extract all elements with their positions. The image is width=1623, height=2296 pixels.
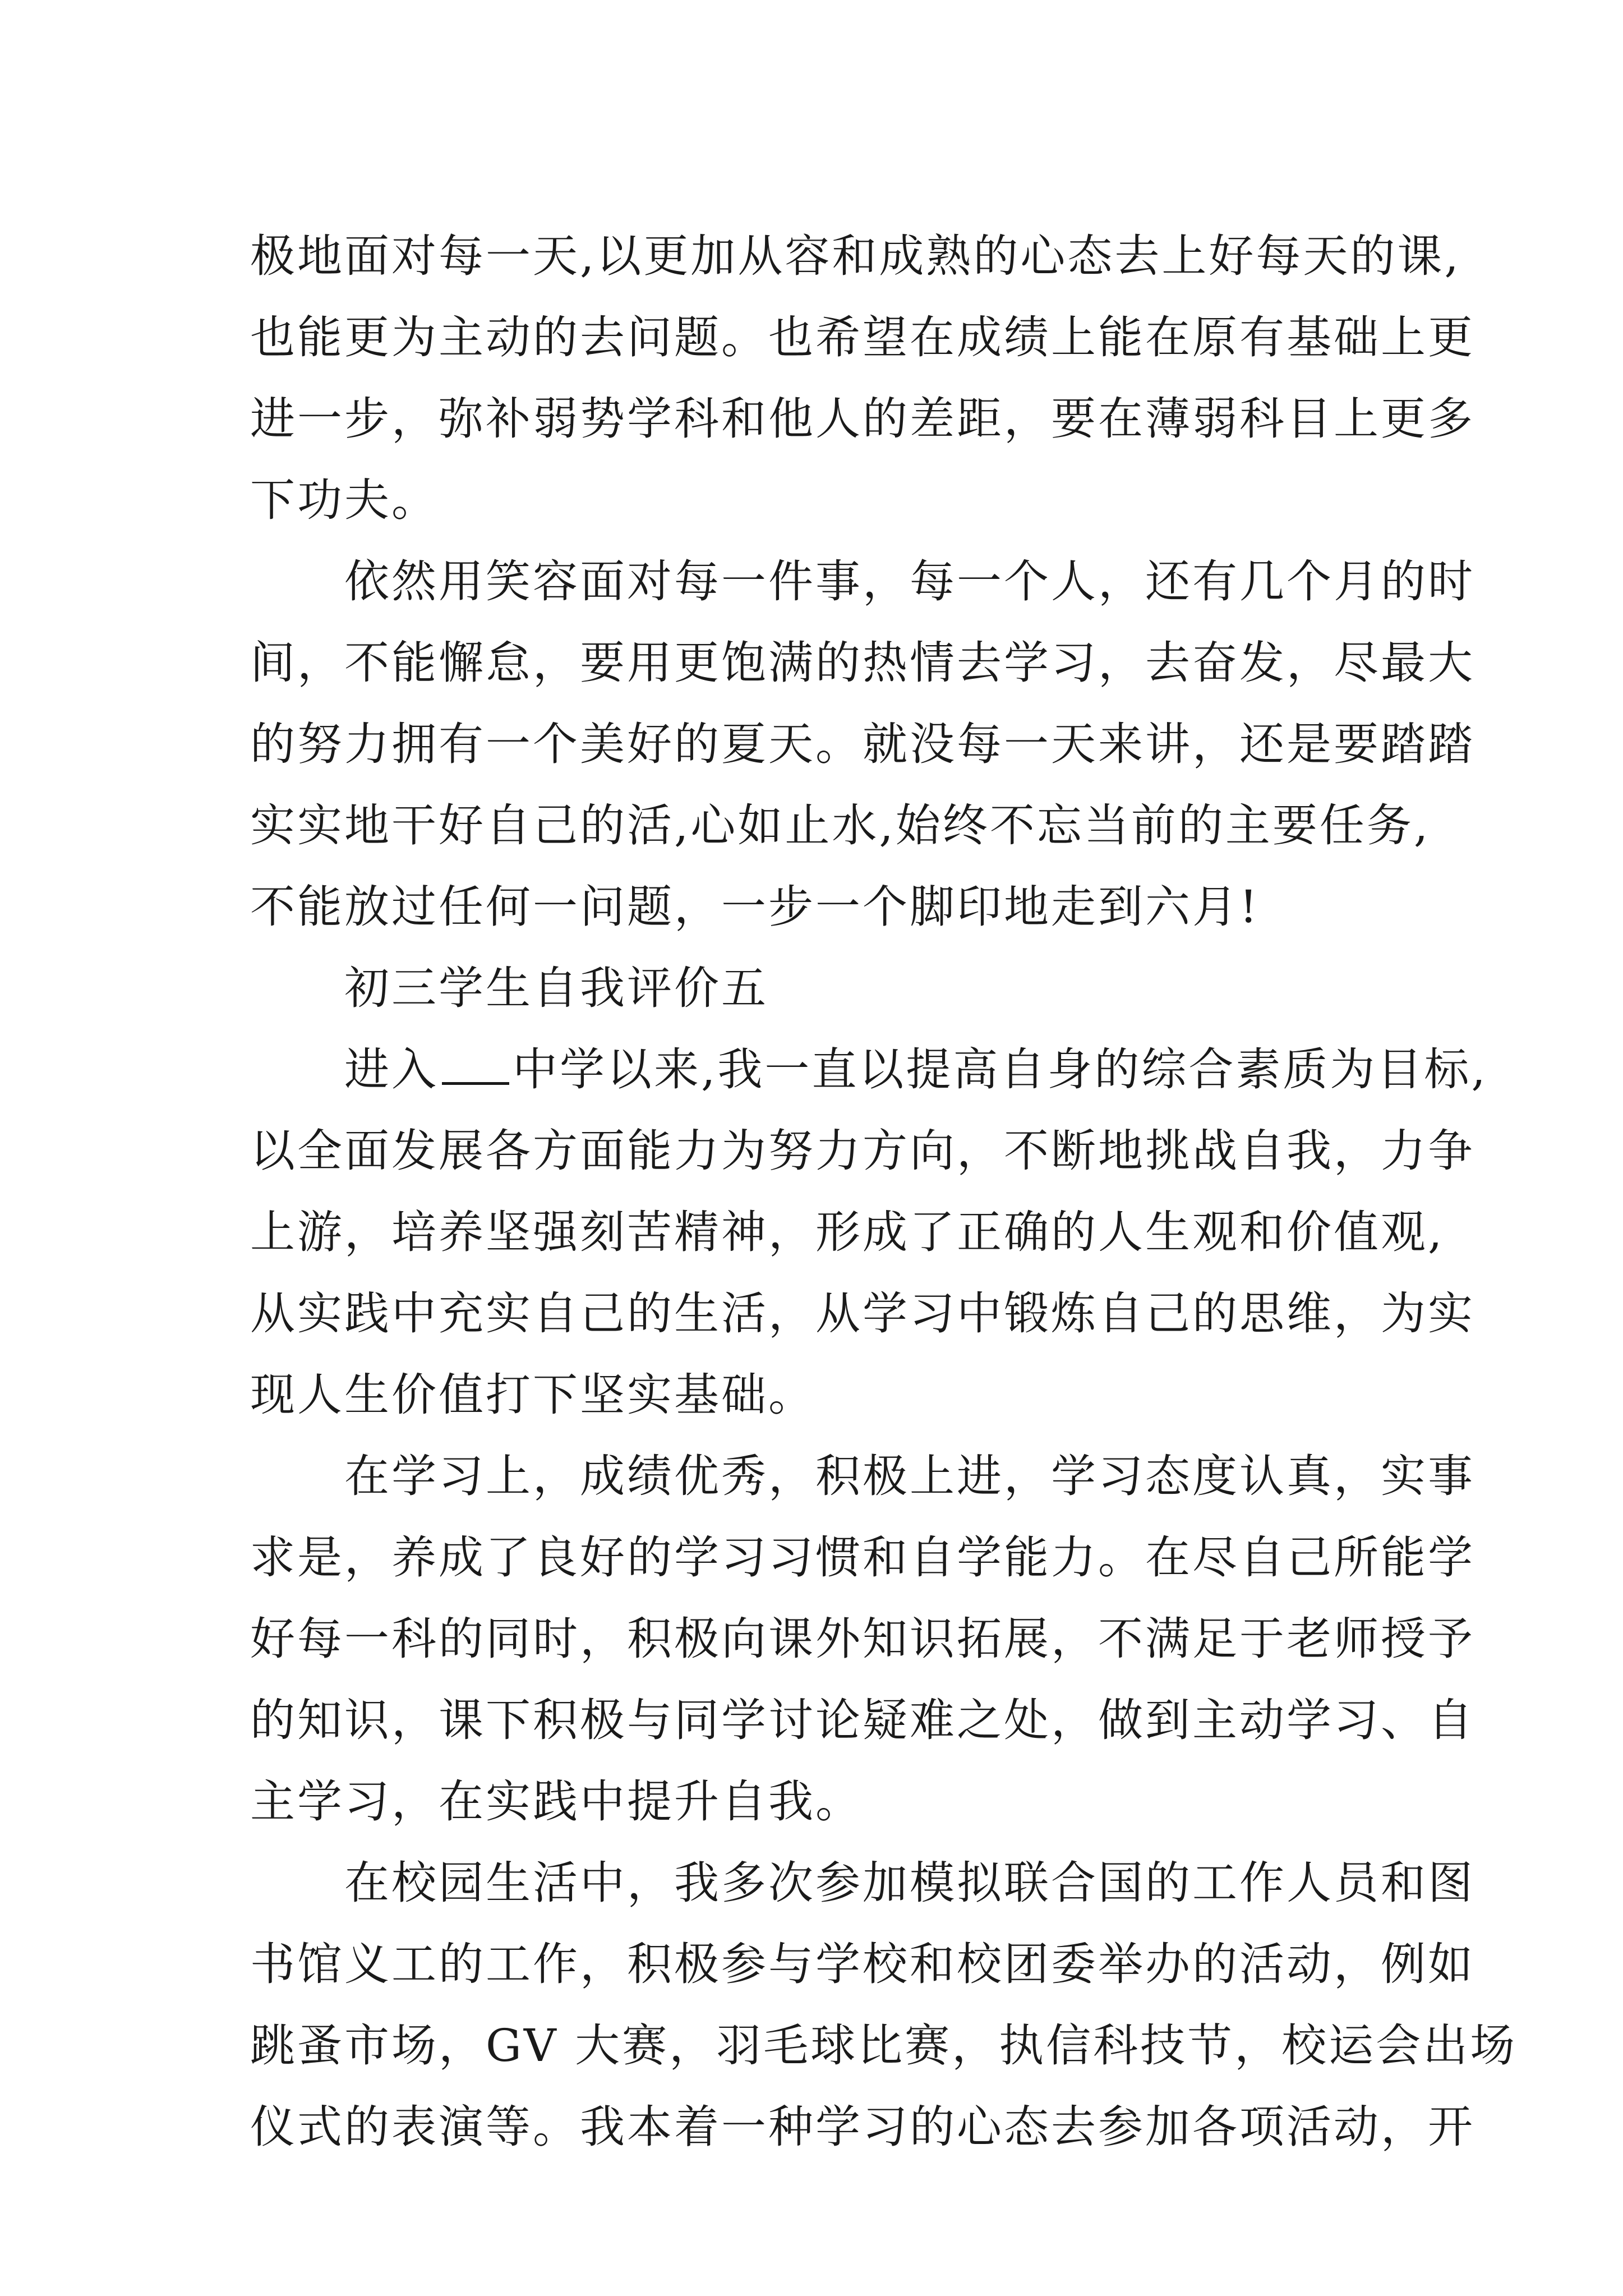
body-line: 进一步，弥补弱势学科和他人的差距，要在薄弱科目上更多 (250, 393, 1475, 445)
body-line: 好每一科的同时，积极向课外知识拓展，不满足于老师授予 (250, 1613, 1475, 1665)
body-line: 实实地干好自己的活,心如止水,始终不忘当前的主要任务, (250, 799, 1431, 852)
body-line: 也能更为主动的去问题。也希望在成绩上能在原有基础上更 (250, 311, 1475, 364)
body-line: 求是，养成了良好的学习习惯和自学能力。在尽自己所能学 (250, 1531, 1475, 1584)
body-line: 仪式的表演等。我本着一种学习的心态去参加各项活动，开 (250, 2101, 1475, 2153)
body-line: 不能放过任何一问题，一步一个脚印地走到六月! (250, 881, 1260, 933)
body-line: 下功夫。 (250, 474, 439, 526)
body-line: 间，不能懈怠，要用更饱满的热情去学习，去奋发，尽最大 (250, 637, 1475, 689)
body-line: 跳蚤市场，GV 大赛，羽毛球比赛，执信科技节，校运会出场 (250, 2019, 1518, 2072)
body-line: 从实践中充实自己的生活，从学习中锻炼自己的思维，为实 (250, 1287, 1475, 1340)
blank-suffix-text: 中学以来,我一直以提高自身的综合素质为目标, (513, 1043, 1488, 1096)
paragraph-start-line: 在学习上，成绩优秀，积极上进，学习态度认真，实事 (344, 1450, 1475, 1502)
body-line: 上游，培养坚强刻苦精神，形成了正确的人生观和价值观, (250, 1206, 1445, 1258)
document-body (250, 215, 1518, 2168)
body-line: 主学习，在实践中提升自我。 (250, 1775, 863, 1828)
body-line: 的努力拥有一个美好的夏天。就没每一天来讲，还是要踏踏 (250, 718, 1475, 770)
paragraph-start-line: 依然用笑容面对每一件事，每一个人，还有几个月的时 (344, 555, 1475, 608)
fill-in-blank (442, 1043, 509, 1085)
body-line: 现人生价值打下坚实基础。 (250, 1369, 815, 1421)
body-line: 极地面对每一天,以更加从容和成熟的心态去上好每天的课, (250, 230, 1461, 282)
section-heading: 初三学生自我评价五 (344, 962, 768, 1014)
paragraph-start-line: 在校园生活中，我多次参加模拟联合国的工作人员和图 (344, 1857, 1475, 1909)
paragraph-start-line (250, 1029, 1488, 1110)
body-line: 以全面发展各方面能力为努力方向，不断地挑战自我，力争 (250, 1125, 1475, 1177)
body-line: 书馆义工的工作，积极参与学校和校团委举办的活动，例如 (250, 1938, 1475, 1990)
blank-prefix-text: 进入 (344, 1043, 439, 1096)
body-line: 的知识，课下积极与同学讨论疑难之处，做到主动学习、自 (250, 1694, 1475, 1746)
